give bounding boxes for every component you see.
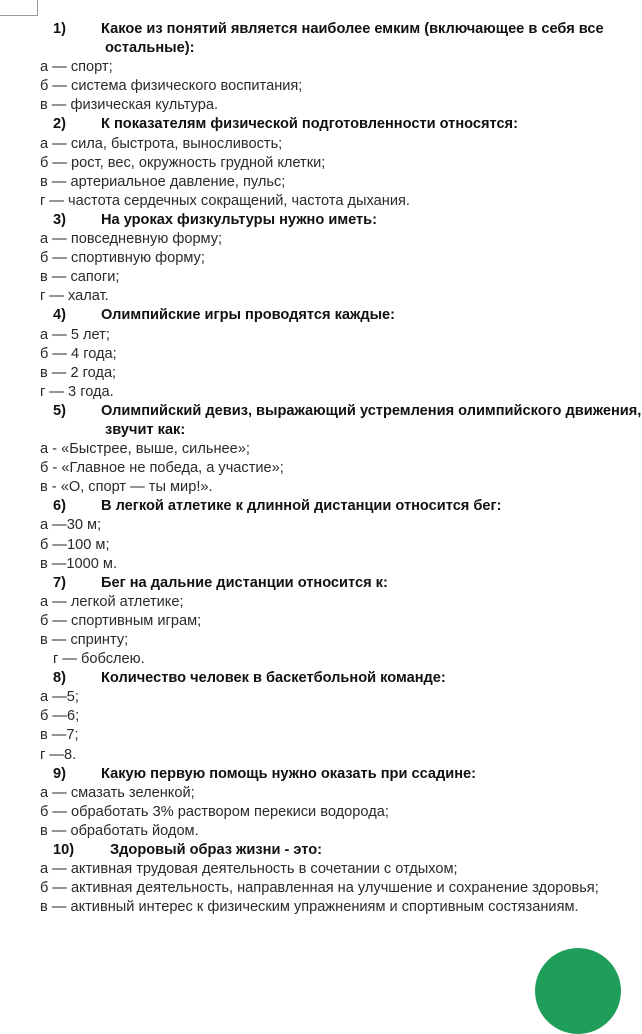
- answer-option: в — обработать йодом.: [40, 822, 199, 839]
- answer-option: в — спринту;: [40, 632, 129, 648]
- quiz-document: [40, 20, 642, 917]
- answer-option: а — спорт;: [40, 59, 113, 76]
- question-number: 9): [53, 765, 66, 782]
- page-corner-mark: [0, 0, 38, 16]
- answer-option: б — спортивную форму;: [40, 250, 205, 267]
- question-text: Здоровый образ жизни - это:: [110, 842, 322, 859]
- question-2: [40, 115, 642, 134]
- question-number: 3): [53, 211, 66, 228]
- answer-option: б — спортивным играм;: [40, 612, 202, 629]
- question-1: [40, 20, 642, 39]
- question-number: 8): [53, 670, 66, 687]
- answer-option: а —5;: [40, 689, 79, 706]
- answer-option: а — повседневную форму;: [40, 231, 223, 248]
- answer-option: б — активная деятельность, направленная на улучшение и сохранение здоровья;: [40, 880, 599, 897]
- answer-option: б —6;: [40, 708, 80, 725]
- question-text: К показателям физической подготовленности относятся:: [101, 116, 518, 133]
- question-text: Бег на дальние дистанции относится к:: [101, 574, 388, 591]
- answer-option: б — система физического воспитания;: [40, 78, 303, 95]
- question-text: Какую первую помощь нужно оказать при ссадине:: [101, 765, 477, 782]
- answer-option: в — физическая культура.: [40, 97, 219, 114]
- question-number: 10): [53, 842, 75, 859]
- answer-option: в - «О, спорт — ты мир!».: [40, 479, 213, 496]
- answer-option: в — активный интерес к физическим упражнениям и спортивным состязаниям.: [40, 899, 579, 916]
- answer-option: б —100 м;: [40, 536, 110, 553]
- answer-option: г — бобслею.: [53, 651, 145, 668]
- answer-option: в — артериальное давление, пульс;: [40, 173, 286, 190]
- question-number: 2): [53, 116, 66, 133]
- answer-option: б — 4 года;: [40, 345, 117, 362]
- answer-option: а — смазать зеленкой;: [40, 784, 195, 801]
- question-text: На уроках физкультуры нужно иметь:: [101, 211, 378, 228]
- answer-option: а — активная трудовая деятельность в сочетании с отдыхом;: [40, 861, 458, 878]
- answer-option: г — 3 года.: [40, 383, 114, 400]
- question-number: 4): [53, 307, 66, 324]
- answer-option: а - «Быстрее, выше, сильнее»;: [40, 441, 250, 458]
- answer-option: а —30 м;: [40, 517, 102, 534]
- answer-option: б — рост, вес, окружность грудной клетки;: [40, 154, 326, 171]
- question-number: 6): [53, 498, 66, 515]
- question-text: Количество человек в баскетбольной команде:: [101, 670, 446, 687]
- question-9: [40, 765, 642, 784]
- answer-option: в —1000 м.: [40, 555, 118, 572]
- answer-option: а — легкой атлетике;: [40, 593, 184, 610]
- answer-option: в —7;: [40, 727, 79, 744]
- floating-action-button[interactable]: [535, 948, 621, 1034]
- answer-option: г — частота сердечных сокращений, частота дыхания.: [40, 192, 410, 209]
- answer-option: г — халат.: [40, 288, 109, 305]
- question-3: [40, 211, 642, 230]
- answer-option: в — 2 года;: [40, 364, 117, 381]
- question-text: Какое из понятий является наиболее емким (включающее в себя все: [101, 21, 604, 37]
- answer-option: а — 5 лет;: [40, 326, 110, 343]
- question-text: Олимпийский девиз, выражающий устремления олимпийского движения,: [101, 402, 642, 419]
- question-number: 1): [53, 21, 66, 37]
- question-5: [40, 402, 642, 421]
- answer-option: в — сапоги;: [40, 269, 120, 286]
- answer-option: б — обработать 3% раствором перекиси водорода;: [40, 803, 389, 820]
- question-7: [40, 574, 642, 593]
- question-text: Олимпийские игры проводятся каждые:: [101, 307, 396, 324]
- question-6: [40, 497, 642, 516]
- question-continuation: остальные):: [105, 40, 195, 57]
- answer-option: а — сила, быстрота, выносливость;: [40, 135, 283, 152]
- question-text: В легкой атлетике к длинной дистанции относится бег:: [101, 498, 502, 515]
- answer-option: г —8.: [40, 746, 77, 763]
- question-continuation: звучит как:: [105, 421, 186, 438]
- question-10: [40, 841, 642, 860]
- question-8: [40, 669, 642, 688]
- question-number: 5): [53, 402, 66, 419]
- question-4: [40, 306, 642, 325]
- question-number: 7): [53, 574, 66, 591]
- answer-option: б - «Главное не победа, а участие»;: [40, 460, 284, 477]
